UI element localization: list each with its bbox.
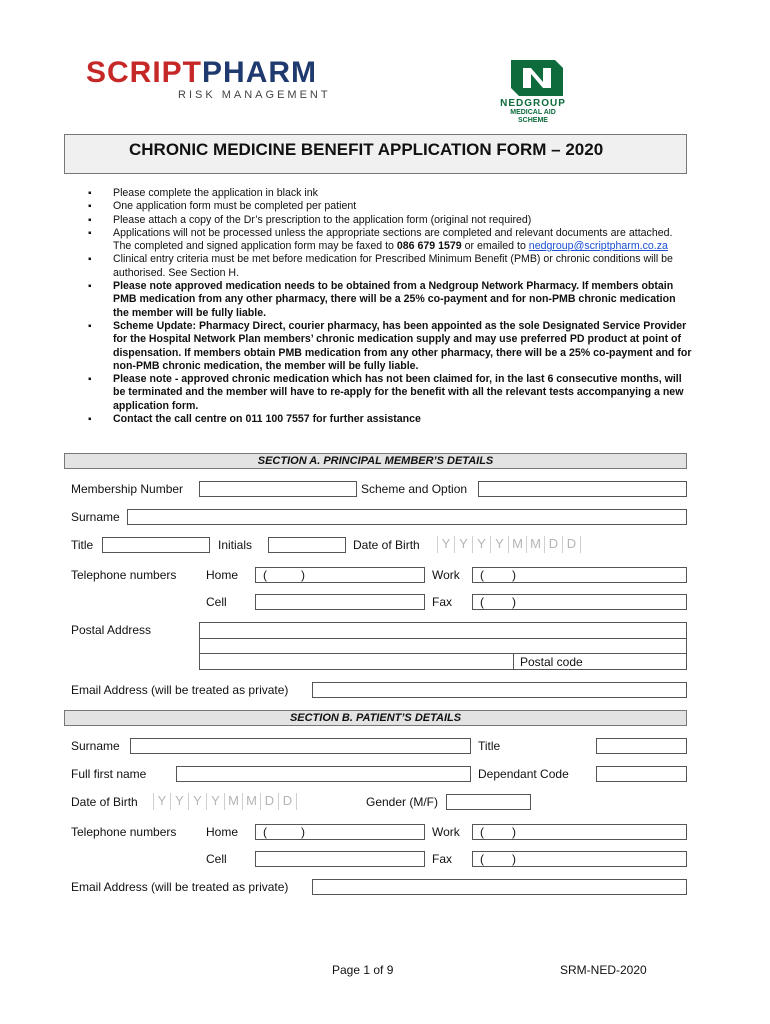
membership-number-field[interactable] [199,481,357,497]
initials-label: Initials [218,538,253,552]
instruction-item [88,214,693,227]
instruction-text: Contact the call centre on 011 100 7557 for further assistance [113,413,421,426]
dob-digit: Y [207,793,225,810]
nedgroup-mark-icon [501,58,565,98]
gender-label: Gender (M/F) [366,795,439,809]
surname-label: Surname [71,510,120,524]
patient-surname-field[interactable] [130,738,471,754]
instruction-text: Please note - approved chronic medication which has not been claimed for, in the last 6 consecutive months, will be terminated and the member will have to re-apply for the benefit with all the relevant tests accompanying a new application form. [113,373,684,412]
email-field[interactable] [312,682,687,698]
section-a-header: SECTION A. PRINCIPAL MEMBER’S DETAILS [64,453,687,469]
postal-address-field[interactable] [199,622,687,670]
dob-digit: M [243,793,261,810]
instruction-text: or emailed to [461,240,529,253]
form-title: CHRONIC MEDICINE BENEFIT APPLICATION FORM – 2020 [129,140,604,159]
patient-email-field[interactable] [312,879,687,895]
instruction-text: Applications will not be processed unless the appropriate sections are completed and relevant documents are attached. The completed and signed application form may be faxed to [113,226,673,253]
fax-label: Fax [432,595,453,609]
paren-close: ) [512,595,516,609]
paren-close: ) [301,568,305,582]
scriptpharm-wordmark [86,58,354,88]
paren-open: ( [480,825,484,839]
patient-work-phone-field[interactable] [472,824,687,840]
patient-dob-field[interactable] [153,793,297,810]
postal-code-divider [513,653,514,670]
full-first-name-label: Full first name [71,767,147,781]
home-label: Home [206,568,239,582]
dependant-code-label: Dependant Code [478,767,569,781]
telephone-label: Telephone numbers [71,568,177,582]
instruction-item [88,200,693,213]
scheme-option-field[interactable] [478,481,687,497]
scriptpharm-logo [86,58,354,106]
instruction-text: One application form must be completed per patient [113,200,357,213]
paren-close: ) [301,825,305,839]
instruction-item [88,373,693,413]
patient-title-field[interactable] [596,738,687,754]
title-label: Title [71,538,94,552]
patient-fax-label: Fax [432,852,453,866]
dependant-code-field[interactable] [596,766,687,782]
instruction-item [88,413,693,426]
patient-work-label: Work [432,825,460,839]
dob-digit: Y [171,793,189,810]
fax-number: 086 679 1579 [396,240,462,253]
dob-digit: M [527,536,545,553]
dob-digit: D [545,536,563,553]
patient-email-label: Email Address (will be treated as private) [71,880,289,894]
patient-title-label: Title [478,739,501,753]
cell-phone-field[interactable] [255,594,425,610]
paren-open: ( [263,825,267,839]
instruction-item [88,187,693,200]
email-link[interactable]: nedgroup@scriptpharm.co.za [528,240,668,253]
paren-close: ) [512,568,516,582]
dob-digit: Y [491,536,509,553]
gender-field[interactable] [446,794,531,810]
initials-field[interactable] [268,537,346,553]
home-phone-field[interactable] [255,567,425,583]
scheme-option-label: Scheme and Option [361,482,468,496]
paren-close: ) [512,852,516,866]
section-b-header: SECTION B. PATIENT’S DETAILS [64,710,687,726]
dob-digit: Y [455,536,473,553]
postal-address-label: Postal Address [71,623,152,637]
dob-digit: Y [189,793,207,810]
nedgroup-logo [474,58,592,130]
patient-cell-phone-field[interactable] [255,851,425,867]
nedgroup-name: NEDGROUP [500,98,566,109]
instruction-item [88,227,693,254]
patient-dob-label: Date of Birth [71,795,138,809]
paren-open: ( [263,568,267,582]
dob-digit: M [225,793,243,810]
nedgroup-line3: SCHEME [518,117,548,124]
dob-digit: Y [437,536,455,553]
instruction-item [88,280,693,320]
paren-open: ( [480,568,484,582]
patient-telephone-label: Telephone numbers [71,825,177,839]
title-field[interactable] [102,537,210,553]
surname-field[interactable] [127,509,687,525]
address-line [200,653,686,654]
instruction-text: Please attach a copy of the Dr’s prescription to the application form (original not required) [113,213,532,226]
instruction-text: Please note approved medication needs to be obtained from a Nedgroup Network Pharmacy. If members obtain PMB medication from any other pharmacy, there will be a 25% co-payment and for non-PMB chronic medication the member will be fully liable. [113,280,676,319]
dob-digit: D [563,536,581,553]
instruction-item [88,253,693,280]
instruction-text: Clinical entry criteria must be met before medication for Prescribed Minimum Benefit (PMB) or chronic conditions will be authorised. See Section H. [113,253,673,279]
dob-digit: Y [153,793,171,810]
scriptpharm-word-pharm: PHARM [202,56,318,89]
membership-number-label: Membership Number [71,482,184,496]
instruction-item [88,320,693,373]
nedgroup-line2: MEDICAL AID [510,109,556,116]
paren-close: ) [512,825,516,839]
postal-code-label: Postal code [520,655,583,669]
instruction-text: Please complete the application in black ink [113,187,318,199]
full-first-name-field[interactable] [176,766,471,782]
form-code: SRM-NED-2020 [560,963,647,977]
scriptpharm-word-script: SCRIPT [86,56,203,89]
dob-digit: Y [473,536,491,553]
work-phone-field[interactable] [472,567,687,583]
fax-field[interactable] [472,594,687,610]
scriptpharm-subtitle: RISK MANAGEMENT [178,89,331,101]
patient-home-phone-field[interactable] [255,824,425,840]
cell-label: Cell [206,595,227,609]
email-label: Email Address (will be treated as private) [71,683,289,697]
dob-digit: D [279,793,297,810]
patient-fax-field[interactable] [472,851,687,867]
paren-open: ( [480,595,484,609]
instructions-list [88,187,693,426]
instruction-text: Scheme Update: Pharmacy Direct, courier pharmacy, has been appointed as the sole Designated Service Provider for the Hospital Network Plan members’ chronic medication supply and may use preferred PD product at point of dispensation. If members obtain PMB medication from any other pharmacy, there will be a 25% co-payment and for non-PMB chronic medication, the member will be fully liable. [113,319,692,372]
work-label: Work [432,568,460,582]
patient-surname-label: Surname [71,739,120,753]
dob-label: Date of Birth [353,538,420,552]
paren-open: ( [480,852,484,866]
dob-digit: D [261,793,279,810]
address-line [200,638,686,639]
dob-digit: M [509,536,527,553]
patient-home-label: Home [206,825,239,839]
page-number: Page 1 of 9 [332,963,394,977]
dob-field[interactable] [437,536,581,553]
form-title-box [64,134,687,174]
patient-cell-label: Cell [206,852,227,866]
